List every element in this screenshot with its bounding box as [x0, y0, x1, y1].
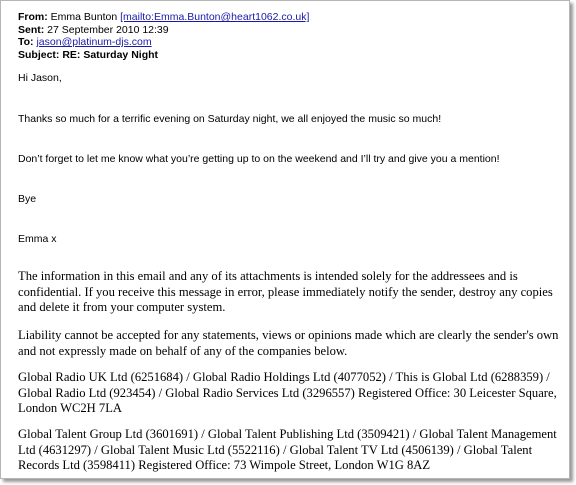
- message-line-2: Don’t forget to let me know what you’re getting up to on the weekend and I’ll try and give you a mention!: [18, 153, 500, 165]
- sent-row: [18, 24, 309, 37]
- email-header: [18, 11, 309, 61]
- disclaimer-paragraph-3: Global Radio UK Ltd (6251684) / Global Radio Holdings Ltd (4077052) / This is Global Ltd (6288359) / Global Radio Ltd (923454) / Global Radio Services Ltd (3296557) Registered Office: 30 Leicester Square, London WC2H 7LA: [18, 370, 557, 415]
- disclaimer-paragraph-4: Global Talent Group Ltd (3601691) / Global Talent Publishing Ltd (3509421) / Global Talent Management Ltd (4631297) / Global Talent Music Ltd (5522116) / Global Talent TV Ltd (4506139) / Global Talent Records Ltd (3598411) Registered Office: 73 Wimpole Street, London W1G 8AZ: [18, 427, 557, 472]
- signoff: Bye: [18, 193, 37, 205]
- subject-label: Subject:: [18, 48, 60, 61]
- greeting: Hi Jason,: [18, 72, 62, 84]
- message-line-1: Thanks so much for a terrific evening on Saturday night, we all enjoyed the music so much!: [18, 113, 442, 125]
- from-row: [18, 11, 309, 24]
- disclaimer-paragraph-1: The information in this email and any of its attachments is intended solely for the addressees and is confidential. If you receive this message in error, please immediately notify the sender, destroy any copies and delete it from your computer system.: [18, 269, 553, 314]
- to-label: To:: [18, 36, 34, 48]
- signature: Emma x: [18, 233, 57, 245]
- subject-value: RE: Saturday Night: [62, 48, 159, 61]
- subject-row: [18, 49, 309, 62]
- sent-value: 27 September 2010 12:39: [47, 23, 169, 36]
- to-email-link[interactable]: jason@platinum-djs.com: [36, 36, 152, 48]
- sent-label: Sent:: [18, 23, 45, 36]
- from-label: From:: [18, 11, 48, 23]
- from-mailto-link[interactable]: [mailto:Emma.Bunton@heart1062.co.uk]: [120, 11, 310, 23]
- from-name: Emma Bunton: [50, 11, 118, 23]
- disclaimer-paragraph-2: Liability cannot be accepted for any statements, views or opinions made which are clearly the sender's own and not expressly made on behalf of any of the companies below.: [18, 328, 559, 358]
- to-row: [18, 36, 309, 49]
